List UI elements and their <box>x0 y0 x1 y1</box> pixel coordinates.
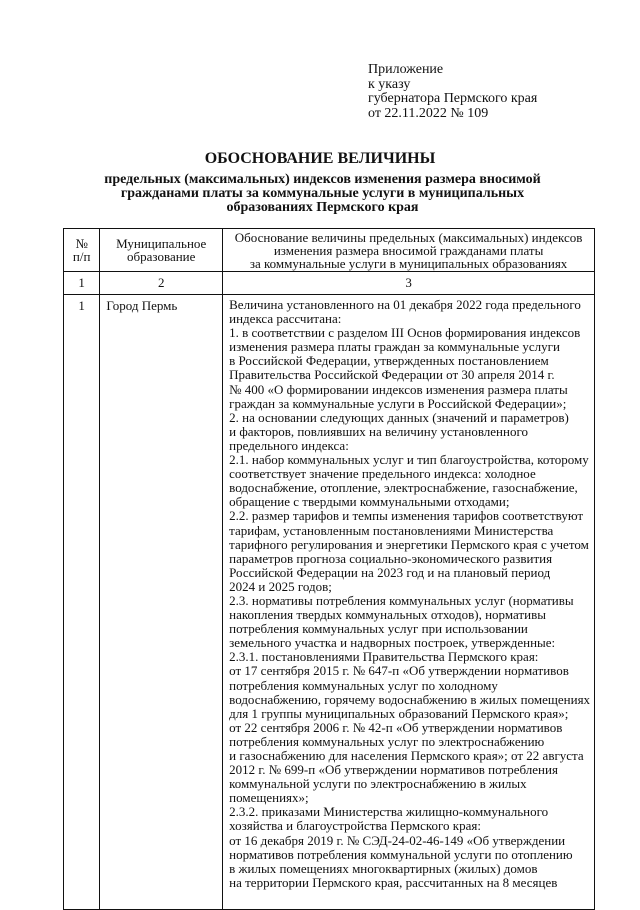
header-municipality-line: образование <box>127 249 196 264</box>
municipality-name: Город Пермь <box>106 298 178 313</box>
justification-line: предельного индекса: <box>229 438 349 453</box>
justification-text <box>223 295 594 890</box>
table-row <box>64 295 595 910</box>
justification-line: от 17 сентября 2015 г. № 647-п «Об утверждении нормативов <box>229 664 569 679</box>
justification-line: в Российской Федерации, утвержденных постановлением <box>229 354 549 369</box>
justification-line: помещениях»; <box>229 791 309 806</box>
justification-line: Российской Федерации на 2023 год и на плановый период <box>229 565 551 580</box>
justification-line: 2.2. размер тарифов и темпы изменения тарифов соответствуют <box>229 509 584 524</box>
justification-line: Величина установленного на 01 декабря 2022 года предельного <box>229 298 581 312</box>
justification-line: и факторов, повлиявших на величину установленного <box>229 424 528 439</box>
justification-line: изменения размера платы граждан за коммунальные услуги <box>229 340 560 355</box>
column-number: 1 <box>64 272 100 295</box>
justification-line: коммунальной услуги по электроснабжению в жилых <box>229 777 527 792</box>
justification-line: 1. в соответствии с разделом III Основ формирования индексов <box>229 326 581 341</box>
appendix-line: от 22.11.2022 № 109 <box>368 105 489 121</box>
justification-line: накопления твердых коммунальных отходов), нормативы <box>229 608 546 623</box>
justification-line: индекса рассчитана: <box>229 312 342 327</box>
subtitle-line: образованиях Пермского края <box>226 200 419 215</box>
justification-line: от 16 декабря 2019 г. № СЭД-24-02-46-149 «Об утверждении <box>229 833 566 848</box>
justification-table <box>63 228 595 910</box>
justification-line: граждан за коммунальные услуги в Российской Федерации»; <box>229 396 567 411</box>
row-number-cell <box>64 295 100 910</box>
document-title: ОБОСНОВАНИЕ ВЕЛИЧИНЫ <box>204 150 436 167</box>
appendix-block <box>368 63 537 121</box>
appendix-line: Приложение <box>368 62 444 77</box>
justification-line: 2.3.1. постановлениями Правительства Пермского края: <box>229 650 539 665</box>
justification-line: № 400 «О формировании индексов изменения размера платы <box>229 382 568 397</box>
justification-line: 2.1. набор коммунальных услуг и тип благоустройства, которому <box>229 453 589 468</box>
header-number-cell <box>64 229 100 272</box>
justification-cell <box>223 295 595 910</box>
justification-line: на территории Пермского края, рассчитанных на 8 месяцев <box>229 875 558 890</box>
justification-line: параметров прогноза социально-экономического развития <box>229 551 553 566</box>
justification-line: Правительства Российской Федерации от 30 апреля 2014 г. <box>229 368 555 383</box>
justification-line: 2. на основании следующих данных (значений и параметров) <box>229 410 569 425</box>
header-municipality-line: Муниципальное <box>116 236 207 251</box>
row-number: 1 <box>78 298 85 313</box>
justification-line: нормативов потребления коммунальной услуги по отоплению <box>229 847 573 862</box>
justification-line: водоснабжение, отопление, электроснабжение, газоснабжение, <box>229 481 578 496</box>
header-number-line: № <box>75 236 88 251</box>
justification-line: потребления коммунальных услуг по холодному <box>229 678 498 693</box>
header-justification-line: Обоснование величины предельных (максимальных) индексов <box>234 229 583 245</box>
justification-line: соответствует значение предельного индекса: холодное <box>229 467 536 482</box>
justification-line: потребления коммунальных услуг при использовании <box>229 622 528 637</box>
justification-line: обращение с твердыми коммунальными отходами; <box>229 495 510 510</box>
document-subtitle <box>80 173 565 215</box>
header-justification-cell <box>223 229 595 272</box>
header-municipality-cell <box>100 229 223 272</box>
justification-line: 2024 и 2025 годов; <box>229 579 332 594</box>
column-number: 3 <box>223 272 595 295</box>
justification-line: 2.3.2. приказами Министерства жилищно-коммунального <box>229 805 549 820</box>
justification-line: от 22 сентября 2006 г. № 42-п «Об утверждении нормативов <box>229 720 563 735</box>
municipality-cell <box>100 295 223 910</box>
justification-line: тарифам, установленным постановлениями Министерства <box>229 523 554 538</box>
appendix-line: губернатора Пермского края <box>368 91 538 106</box>
header-number-line: п/п <box>72 249 91 264</box>
justification-line: и газоснабжению для населения Пермского края»; от 22 августа <box>229 749 584 763</box>
column-number: 2 <box>100 272 223 295</box>
justification-line: хозяйства и благоустройства Пермского края: <box>229 819 481 834</box>
table-header-row <box>64 229 595 272</box>
justification-line: 2012 г. № 699-п «Об утверждении нормативов потребления <box>229 763 558 778</box>
justification-line: 2.3. нормативы потребления коммунальных услуг (нормативы <box>229 593 574 608</box>
justification-line: земельного участка и надворных построек, утвержденные: <box>229 636 556 651</box>
justification-line: потребления коммунальных услуг по электроснабжению <box>229 734 545 749</box>
justification-line: в жилых помещениях многоквартирных (жилых) домов <box>229 861 538 876</box>
justification-line: тарифного регулирования и энергетики Пермского края с учетом <box>229 537 589 552</box>
justification-line: водоснабжению, горячему водоснабжению в жилых помещениях <box>229 692 591 707</box>
subtitle-line: гражданами платы за коммунальные услуги в муниципальных <box>120 186 525 201</box>
justification-line: для 1 группы муниципальных образований Пермского края»; <box>229 706 569 721</box>
column-numbers-row <box>64 272 595 295</box>
subtitle-line: предельных (максимальных) индексов изменения размера вносимой <box>104 172 541 187</box>
header-justification-line: изменения размера вносимой гражданами платы <box>273 242 544 258</box>
appendix-line: к указу <box>368 76 411 92</box>
header-justification-line: за коммунальные услуги в муниципальных образованиях <box>249 255 568 271</box>
